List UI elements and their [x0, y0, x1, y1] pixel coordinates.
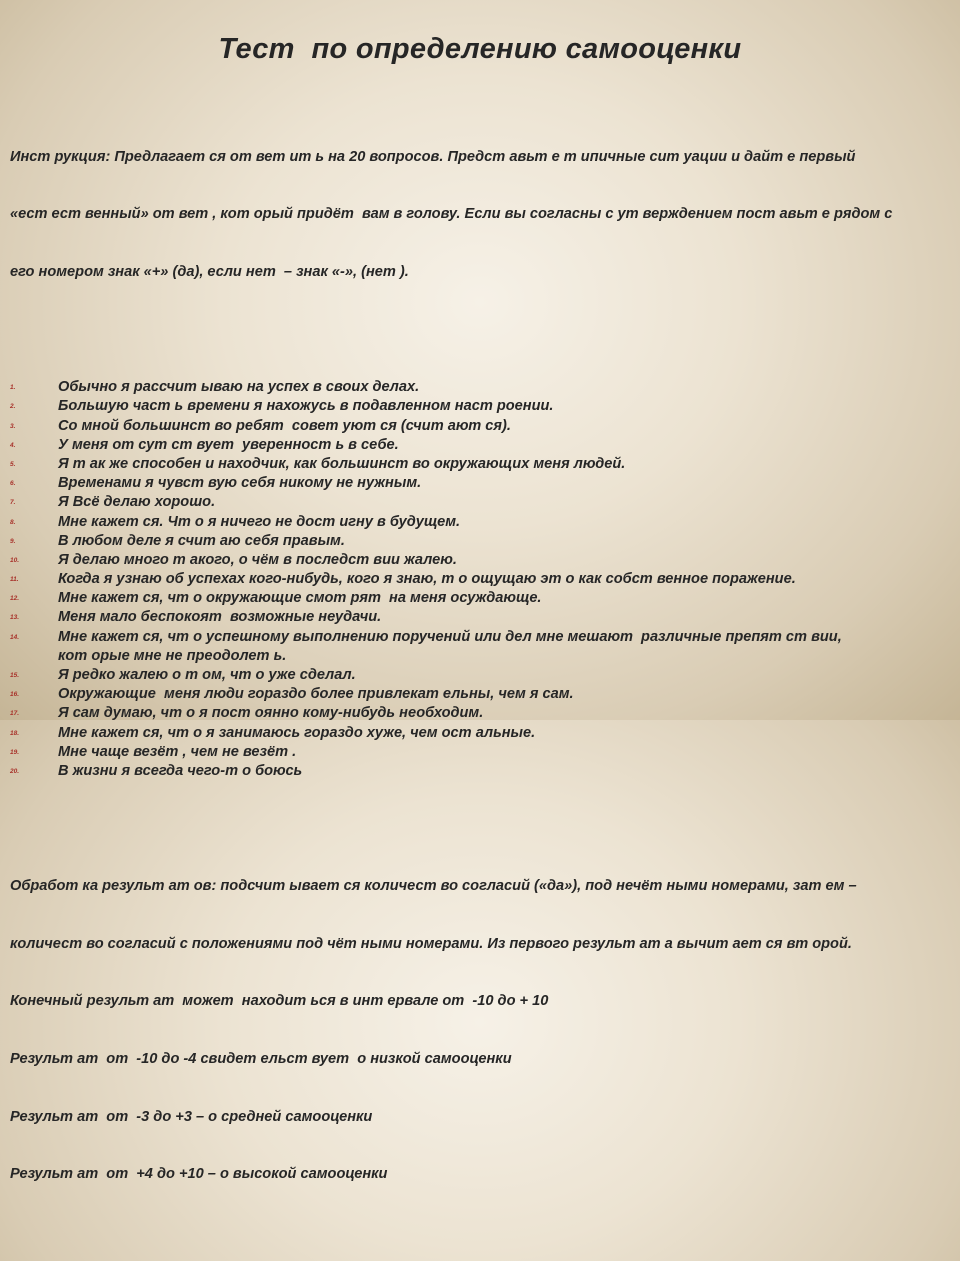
- question-number: 18.: [10, 729, 20, 737]
- question-text: В любом деле я счит аю себя правым.: [58, 532, 345, 549]
- question-number: 15.: [10, 672, 20, 680]
- question-item: [10, 743, 950, 762]
- question-item: [10, 704, 950, 723]
- question-number: 2.: [10, 403, 16, 411]
- question-text: Со мной большинст во ребят совет уют ся (счит ают ся).: [58, 417, 511, 434]
- question-number: 5.: [10, 460, 16, 468]
- question-item: [10, 474, 950, 493]
- slide-body: [10, 71, 950, 1261]
- result-range-line: Конечный результ ат может находит ься в инт ервале от -10 до + 10: [10, 993, 549, 1010]
- question-text: Окружающие меня люди гораздо более привлекат ельны, чем я сам.: [58, 686, 574, 703]
- question-number: 6.: [10, 480, 16, 488]
- question-number: 1.: [10, 384, 16, 392]
- question-text: Я Всё делаю хорошо.: [58, 494, 216, 511]
- question-number: 12.: [10, 595, 20, 603]
- question-item: [10, 417, 950, 436]
- page-title: Тест по определению самооценки: [218, 33, 742, 65]
- question-text: Мне кажет ся, чт о успешному выполнению поручений или дел мне мешают различные препят ст вии,: [58, 628, 842, 645]
- question-item: [10, 628, 950, 647]
- question-list: [10, 378, 950, 781]
- question-item: [10, 436, 950, 455]
- question-item: [10, 455, 950, 474]
- question-item: [10, 762, 950, 781]
- question-text: Мне кажет ся, чт о я занимаюсь гораздо хуже, чем ост альные.: [58, 724, 536, 741]
- question-text: Меня мало беспокоят возможные неудачи.: [58, 609, 382, 626]
- question-text: Я т ак же способен и находчик, как большинст во окружающих меня людей.: [58, 455, 626, 472]
- question-number: 17.: [10, 710, 20, 718]
- question-number: 4.: [10, 441, 16, 449]
- question-text: Я сам думаю, чт о я пост оянно кому-нибудь необходим.: [58, 705, 484, 722]
- result-medium-line: Результ ат от -3 до +3 – о средней самооценки: [10, 1108, 373, 1125]
- question-text: Временами я чувст вую себя никому не нужным.: [58, 475, 422, 492]
- question-item: [10, 685, 950, 704]
- question-item: [10, 589, 950, 608]
- question-item: [10, 532, 950, 551]
- question-text: Когда я узнаю об успехах кого-нибудь, кого я знаю, т о ощущаю эт о как собст венное поражение.: [58, 571, 796, 588]
- question-number: 8.: [10, 518, 16, 526]
- question-item: [10, 666, 950, 685]
- result-low-line: Результ ат от -10 до -4 свидет ельст вует о низкой самооценки: [10, 1050, 512, 1067]
- question-item: [10, 724, 950, 743]
- question-item-continuation: [10, 647, 950, 666]
- question-text: кот орые мне не преодолет ь.: [58, 647, 287, 664]
- question-number: 16.: [10, 691, 20, 699]
- question-item: [10, 378, 950, 397]
- question-text: Я делаю много т акого, о чём в последст вии жалею.: [58, 551, 457, 568]
- question-number: 19.: [10, 748, 20, 756]
- question-number: 14.: [10, 633, 20, 641]
- question-item: [10, 493, 950, 512]
- question-number: 20.: [10, 767, 20, 775]
- question-text: Мне кажет ся, чт о окружающие смот рят на меня осуждающе.: [58, 590, 542, 607]
- question-text: Мне кажет ся. Чт о я ничего не дост игну в будущем.: [58, 513, 461, 530]
- processing-line: количест во согласий с положениями под чёт ными номерами. Из первого результ ат а вычит ает ся вт орой.: [10, 935, 852, 952]
- question-text: У меня от сут ст вует уверенност ь в себе.: [58, 436, 399, 453]
- instruction-line: его номером знак «+» (да), если нет – знак «-», (нет ).: [10, 264, 409, 280]
- question-item: [10, 397, 950, 416]
- instruction-line: «ест ест венный» от вет , кот орый придёт вам в голову. Если вы согласны с ут верждением пост авьт е рядом с: [10, 206, 893, 223]
- question-number: 10.: [10, 556, 20, 564]
- question-item: [10, 551, 950, 570]
- instruction-line: Инст рукция: Предлагает ся от вет ит ь на 20 вопросов. Предст авьт е т ипичные сит уации и дайт е первый: [10, 148, 856, 165]
- question-number: 9.: [10, 537, 16, 545]
- processing-line: Обработ ка результ ат ов: подсчит ывает ся количест во согласий («да»), под нечёт ными номерами, зат ем –: [10, 878, 857, 895]
- question-text: Я редко жалею о т ом, чт о уже сделал.: [58, 667, 356, 684]
- question-item: [10, 570, 950, 589]
- question-number: 7.: [10, 499, 16, 507]
- question-text: В жизни я всегда чего-т о боюсь: [58, 762, 303, 779]
- question-item: [10, 513, 950, 532]
- question-text: Обычно я рассчит ываю на успех в своих делах.: [58, 379, 420, 396]
- question-number: 3.: [10, 422, 16, 430]
- question-number: 13.: [10, 614, 20, 622]
- question-text: Мне чаще везёт , чем не везёт .: [58, 743, 297, 760]
- processing-block: [10, 839, 950, 1223]
- question-text: Большую част ь времени я нахожусь в подавленном наст роении.: [58, 398, 554, 415]
- question-item: [10, 608, 950, 627]
- instruction-block: [10, 109, 950, 320]
- result-high-line: Результ ат от +4 до +10 – о высокой самооценки: [10, 1166, 388, 1183]
- question-number: 11.: [10, 576, 19, 584]
